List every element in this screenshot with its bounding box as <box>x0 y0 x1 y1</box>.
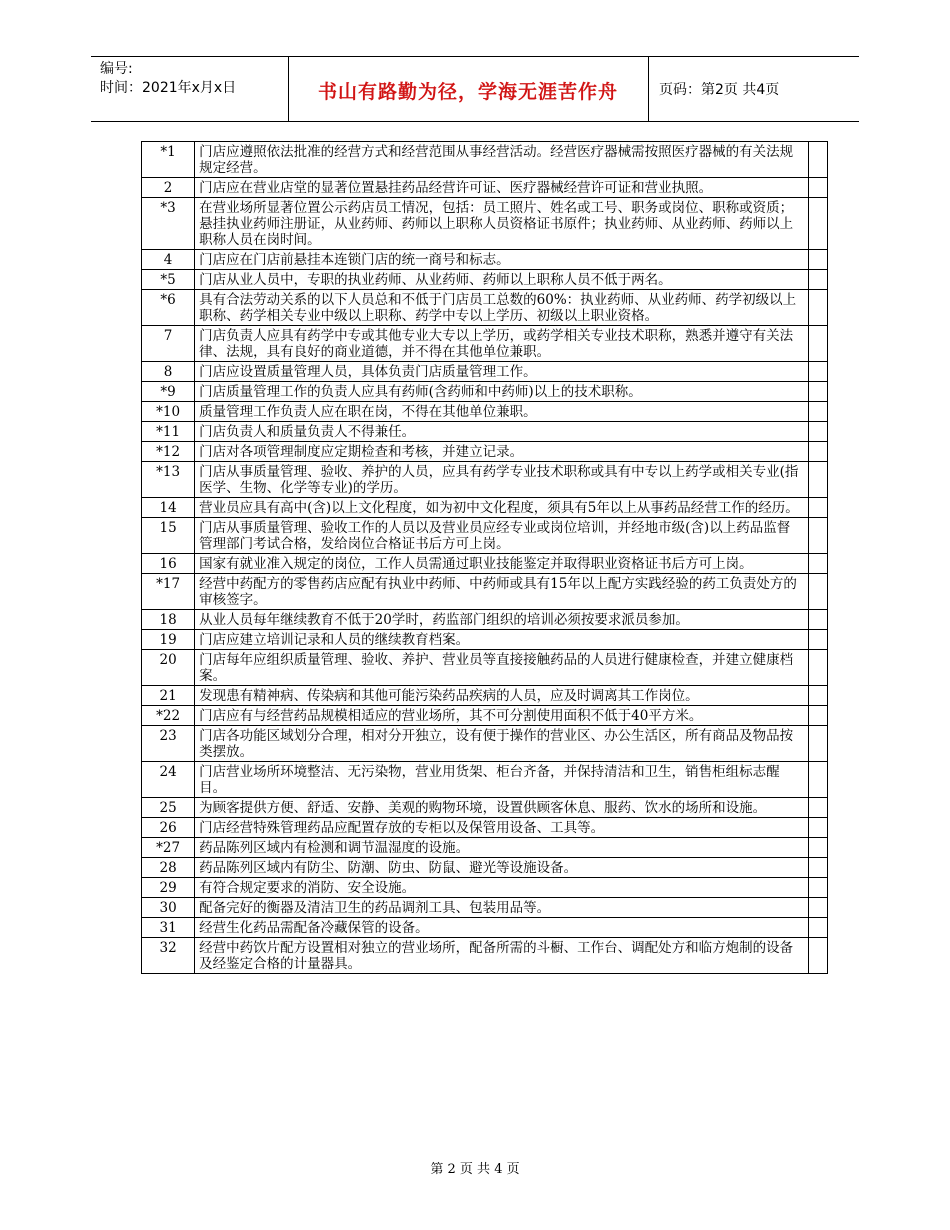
table-row <box>142 270 828 290</box>
table-row <box>142 838 828 858</box>
item-number: *27 <box>142 838 195 858</box>
table-row <box>142 650 828 686</box>
item-requirement: 门店从业人员中，专职的执业药师、从业药师、药师以上职称人员不低于两名。 <box>195 270 808 290</box>
table-row <box>142 290 828 326</box>
table-row <box>142 898 828 918</box>
item-check-cell <box>808 858 827 878</box>
table-row <box>142 574 828 610</box>
document-date: 时间：2021年x月x日 <box>100 80 237 96</box>
header-top-rule <box>91 56 859 57</box>
item-number: 21 <box>142 686 195 706</box>
item-check-cell <box>808 650 827 686</box>
item-requirement: 门店每年应组织质量管理、验收、养护、营业员等直接接触药品的人员进行健康检查，并建立健康档案。 <box>195 650 808 686</box>
item-requirement: 有符合规定要求的消防、安全设施。 <box>195 878 808 898</box>
item-number: *12 <box>142 442 195 462</box>
item-number: 19 <box>142 630 195 650</box>
table-row <box>142 706 828 726</box>
item-check-cell <box>808 706 827 726</box>
item-check-cell <box>808 178 827 198</box>
item-requirement: 门店质量管理工作的负责人应具有药师(含药师和中药师)以上的技术职称。 <box>195 382 808 402</box>
item-requirement: 门店对各项管理制度应定期检查和考核，并建立记录。 <box>195 442 808 462</box>
item-number: *13 <box>142 462 195 498</box>
item-number: *1 <box>142 142 195 178</box>
table-row <box>142 554 828 574</box>
item-number: *9 <box>142 382 195 402</box>
item-number: 31 <box>142 918 195 938</box>
item-number: 2 <box>142 178 195 198</box>
page-footer: 第 2 页 共 4 页 <box>430 1162 520 1177</box>
item-check-cell <box>808 686 827 706</box>
item-check-cell <box>808 402 827 422</box>
item-requirement: 具有合法劳动关系的以下人员总和不低于门店员工总数的60%：执业药师、从业药师、药学初级以上职称、药学相关专业中级以上职称、药学中专以上学历、初级以上职业资格。 <box>195 290 808 326</box>
item-number: *10 <box>142 402 195 422</box>
item-number: 23 <box>142 726 195 762</box>
table-row <box>142 762 828 798</box>
item-number: *3 <box>142 198 195 250</box>
item-requirement: 门店各功能区域划分合理，相对分开独立，设有便于操作的营业区、办公生活区，所有商品及物品按类摆放。 <box>195 726 808 762</box>
item-check-cell <box>808 938 827 974</box>
item-number: 15 <box>142 518 195 554</box>
item-requirement: 门店应遵照依法批准的经营方式和经营范围从事经营活动。经营医疗器械需按照医疗器械的有关法规规定经营。 <box>195 142 808 178</box>
table-row <box>142 442 828 462</box>
item-check-cell <box>808 362 827 382</box>
item-requirement: 门店应设置质量管理人员，具体负责门店质量管理工作。 <box>195 362 808 382</box>
table-row <box>142 798 828 818</box>
item-requirement: 发现患有精神病、传染病和其他可能污染药品疾病的人员，应及时调离其工作岗位。 <box>195 686 808 706</box>
item-check-cell <box>808 898 827 918</box>
table-row <box>142 878 828 898</box>
item-check-cell <box>808 630 827 650</box>
item-number: *6 <box>142 290 195 326</box>
item-number: 16 <box>142 554 195 574</box>
table-row <box>142 938 828 974</box>
item-requirement: 门店应在营业店堂的显著位置悬挂药品经营许可证、医疗器械经营许可证和营业执照。 <box>195 178 808 198</box>
item-requirement: 配备完好的衡器及清洁卫生的药品调剂工具、包装用品等。 <box>195 898 808 918</box>
inspection-items-table <box>141 141 828 974</box>
item-requirement: 门店应建立培训记录和人员的继续教育档案。 <box>195 630 808 650</box>
table-row <box>142 918 828 938</box>
item-requirement: 门店经营特殊管理药品应配置存放的专柜以及保管用设备、工具等。 <box>195 818 808 838</box>
item-requirement: 门店负责人应具有药学中专或其他专业大专以上学历，或药学相关专业技术职称，熟悉并遵守有关法律、法规，具有良好的商业道德，并不得在其他单位兼职。 <box>195 326 808 362</box>
table-row <box>142 630 828 650</box>
table-row <box>142 462 828 498</box>
item-check-cell <box>808 290 827 326</box>
item-check-cell <box>808 270 827 290</box>
item-check-cell <box>808 142 827 178</box>
item-number: 24 <box>142 762 195 798</box>
header-meta <box>100 60 236 98</box>
table-row <box>142 402 828 422</box>
table-row <box>142 686 828 706</box>
item-number: 32 <box>142 938 195 974</box>
item-check-cell <box>808 518 827 554</box>
item-check-cell <box>808 574 827 610</box>
header-motto: 书山有路勤为径，学海无涯苦作舟 <box>317 81 618 103</box>
table-row <box>142 726 828 762</box>
item-check-cell <box>808 798 827 818</box>
item-requirement: 门店营业场所环境整洁、无污染物，营业用货架、柜台齐备，并保持清洁和卫生，销售柜组标志醒目。 <box>195 762 808 798</box>
table-row <box>142 142 828 178</box>
item-number: 25 <box>142 798 195 818</box>
item-check-cell <box>808 610 827 630</box>
item-number: *17 <box>142 574 195 610</box>
table-row <box>142 362 828 382</box>
item-number: *11 <box>142 422 195 442</box>
item-requirement: 门店应在门店前悬挂本连锁门店的统一商号和标志。 <box>195 250 808 270</box>
item-check-cell <box>808 442 827 462</box>
item-number: 8 <box>142 362 195 382</box>
item-check-cell <box>808 498 827 518</box>
item-check-cell <box>808 818 827 838</box>
item-check-cell <box>808 462 827 498</box>
item-requirement: 质量管理工作负责人应在职在岗，不得在其他单位兼职。 <box>195 402 808 422</box>
table-row <box>142 610 828 630</box>
item-requirement: 经营中药饮片配方设置相对独立的营业场所，配备所需的斗橱、工作台、调配处方和临方炮制的设备及经鉴定合格的计量器具。 <box>195 938 808 974</box>
table-row <box>142 250 828 270</box>
item-requirement: 在营业场所显著位置公示药店员工情况，包括：员工照片、姓名或工号、职务或岗位、职称或资质；悬挂执业药师注册证，从业药师、药师以上职称人员资格证书原件；执业药师、从业药师、药师以上职称人员在岗时间。 <box>195 198 808 250</box>
item-number: 29 <box>142 878 195 898</box>
item-number: 7 <box>142 326 195 362</box>
item-check-cell <box>808 250 827 270</box>
item-check-cell <box>808 382 827 402</box>
item-check-cell <box>808 554 827 574</box>
table-row <box>142 326 828 362</box>
item-requirement: 经营生化药品需配备冷藏保管的设备。 <box>195 918 808 938</box>
item-number: 4 <box>142 250 195 270</box>
item-check-cell <box>808 422 827 442</box>
item-number: 30 <box>142 898 195 918</box>
table-row <box>142 178 828 198</box>
document-number-label: 编号: <box>100 61 133 77</box>
header-divider <box>648 56 649 121</box>
table-row <box>142 382 828 402</box>
item-number: *22 <box>142 706 195 726</box>
item-number: *5 <box>142 270 195 290</box>
item-check-cell <box>808 838 827 858</box>
header-page-info: 页码：第2页 共4页 <box>659 82 780 98</box>
item-check-cell <box>808 726 827 762</box>
item-requirement: 门店应有与经营药品规模相适应的营业场所，其不可分割使用面积不低于40平方米。 <box>195 706 808 726</box>
item-check-cell <box>808 762 827 798</box>
item-number: 14 <box>142 498 195 518</box>
item-check-cell <box>808 878 827 898</box>
item-number: 28 <box>142 858 195 878</box>
item-requirement: 药品陈列区域内有检测和调节温湿度的设施。 <box>195 838 808 858</box>
item-requirement: 经营中药配方的零售药店应配有执业中药师、中药师或具有15年以上配方实践经验的药工负责处方的审核签字。 <box>195 574 808 610</box>
item-requirement: 药品陈列区域内有防尘、防潮、防虫、防鼠、避光等设施设备。 <box>195 858 808 878</box>
table-row <box>142 422 828 442</box>
item-number: 26 <box>142 818 195 838</box>
item-requirement: 国家有就业准入规定的岗位，工作人员需通过职业技能鉴定并取得职业资格证书后方可上岗。 <box>195 554 808 574</box>
item-check-cell <box>808 918 827 938</box>
table-row <box>142 518 828 554</box>
item-requirement: 门店从事质量管理、验收、养护的人员，应具有药学专业技术职称或具有中专以上药学或相关专业(指医学、生物、化学等专业)的学历。 <box>195 462 808 498</box>
table-row <box>142 858 828 878</box>
inspection-items-body <box>142 142 828 974</box>
item-number: 20 <box>142 650 195 686</box>
item-requirement: 营业员应具有高中(含)以上文化程度，如为初中文化程度，须具有5年以上从事药品经营工作的经历。 <box>195 498 808 518</box>
table-row <box>142 818 828 838</box>
item-check-cell <box>808 326 827 362</box>
item-number: 18 <box>142 610 195 630</box>
item-requirement: 从业人员每年继续教育不低于20学时，药监部门组织的培训必须按要求派员参加。 <box>195 610 808 630</box>
item-check-cell <box>808 198 827 250</box>
item-requirement: 为顾客提供方便、舒适、安静、美观的购物环境，设置供顾客休息、服药、饮水的场所和设施。 <box>195 798 808 818</box>
header-bottom-rule <box>91 121 859 122</box>
table-row <box>142 498 828 518</box>
item-requirement: 门店从事质量管理、验收工作的人员以及营业员应经专业或岗位培训，并经地市级(含)以上药品监督管理部门考试合格，发给岗位合格证书后方可上岗。 <box>195 518 808 554</box>
item-requirement: 门店负责人和质量负责人不得兼任。 <box>195 422 808 442</box>
table-row <box>142 198 828 250</box>
